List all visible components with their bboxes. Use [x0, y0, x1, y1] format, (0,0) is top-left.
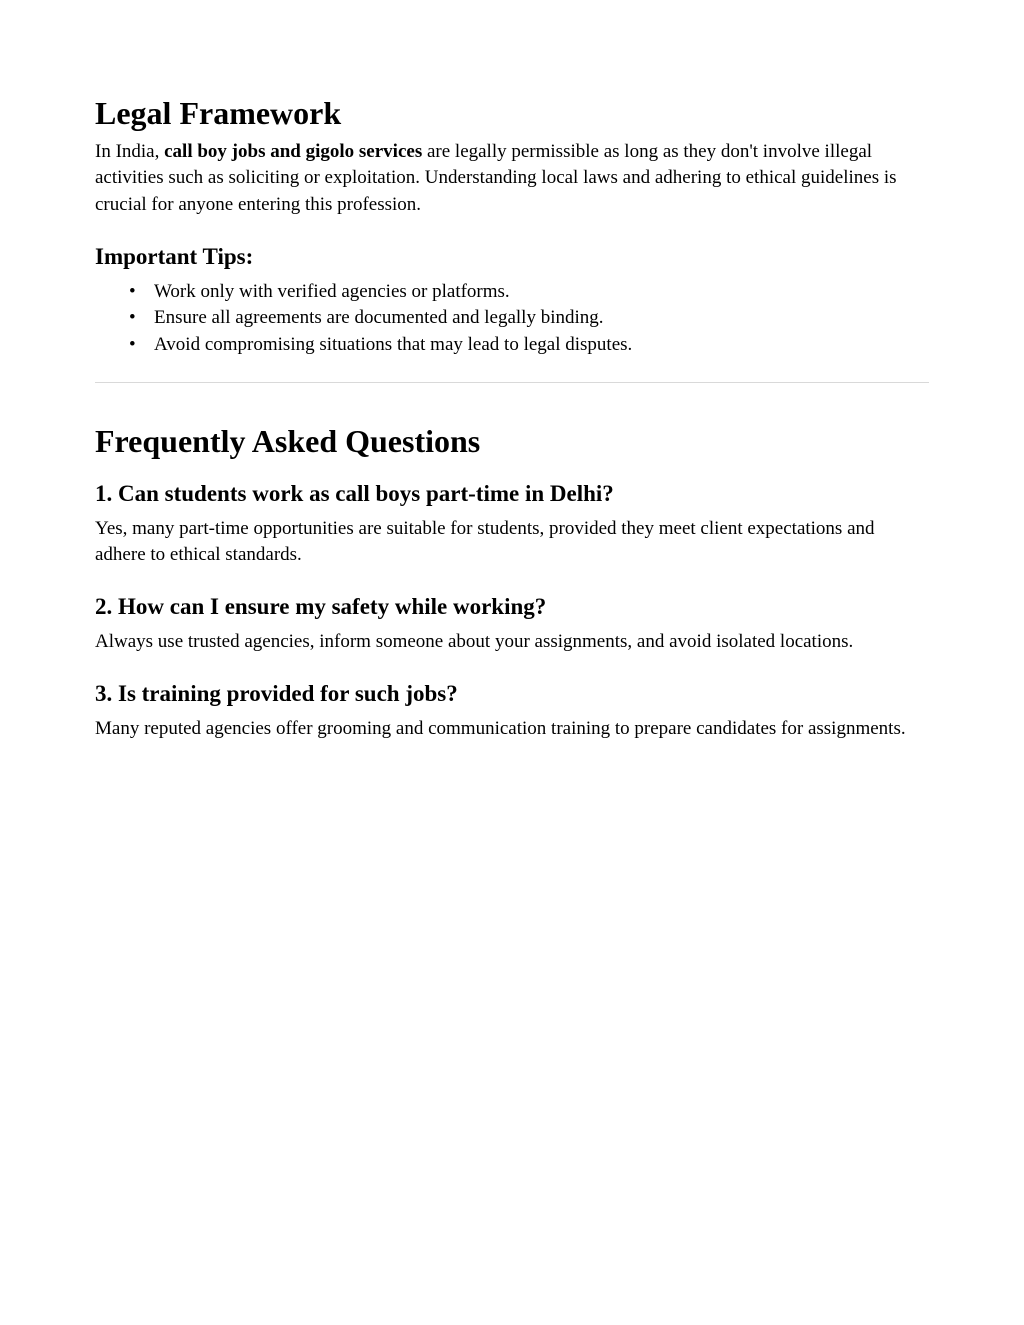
faq-answer-1: Yes, many part-time opportunities are suitable for students, provided they meet client expectations and adhere to ethical standards. [95, 518, 875, 566]
important-tips-heading: Important Tips: [95, 244, 254, 269]
bullet-icon: • [129, 281, 136, 302]
tip-text: Work only with verified agencies or platforms. [154, 281, 510, 302]
legal-framework-heading: Legal Framework [95, 95, 342, 131]
list-item [95, 279, 929, 305]
faq-question-1: 1. Can students work as call boys part-time in Delhi? [95, 481, 614, 506]
bullet-icon: • [129, 307, 136, 329]
legal-framework-paragraph [95, 139, 929, 218]
list-item [95, 305, 929, 331]
legal-para-suffix: are legally permissible as long as they don't involve illegal activities such as soliciting or exploitation. Understanding local laws and adhering to ethical guidelines is crucial for anyone entering this profession. [95, 141, 897, 215]
bullet-icon: • [129, 333, 136, 355]
legal-para-prefix: In India, [95, 141, 165, 162]
faq-answer-3: Many reputed agencies offer grooming and communication training to prepare candidates for assignments. [95, 718, 906, 739]
list-item [95, 332, 929, 358]
faq-answer-2: Always use trusted agencies, inform someone about your assignments, and avoid isolated locations. [95, 631, 854, 652]
faq-heading: Frequently Asked Questions [95, 423, 481, 459]
legal-para-bold: call boy jobs and gigolo services [164, 141, 423, 162]
faq-question-3: 3. Is training provided for such jobs? [95, 681, 458, 706]
section-divider [95, 382, 929, 383]
tips-list [95, 279, 929, 358]
tip-text: Avoid compromising situations that may lead to legal disputes. [154, 333, 633, 355]
faq-question-2: 2. How can I ensure my safety while working? [95, 594, 547, 619]
tip-text: Ensure all agreements are documented and legally binding. [154, 307, 604, 329]
